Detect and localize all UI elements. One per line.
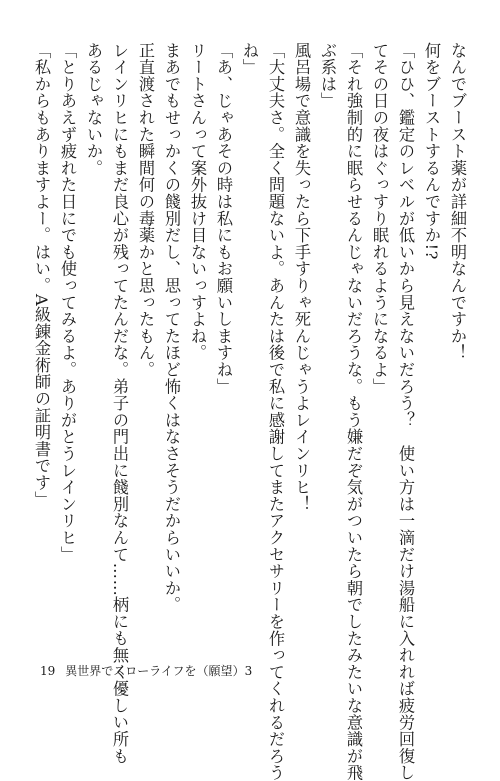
text-line: 「大丈夫さ。全く問題ないよ。あんたは後で私に感謝してまたアクセサリーを作ってくれるだろう [266,42,285,781]
text-line: なんでブースト薬が詳細不明なんですか！ [448,42,467,362]
text-line: 正直渡された瞬間何の毒薬かと思ったもん。 [136,42,155,378]
text-line: あるじゃないか。 [84,42,103,177]
text-line: 「あ、じゃあその時は私にもお願いしますね」 [214,42,233,395]
text-line: 「私からもありますよー。はい。A級錬金術師の証明書です」 [32,42,51,508]
text-line: 「とりあえず疲れた日にでも使ってみるよ。ありがとうレインリヒ」 [58,42,77,563]
page-number: 19 [40,664,56,678]
book-title: 異世界でスローライフを（願望）3 [65,664,253,678]
text-line: リートさんって案外抜け目ないっすよね。 [188,42,207,362]
text-line: まあでもせっかくの餞別だし、思ってたほど怖くはなさそうだからいいか。 [162,42,181,614]
text-line: ぶ系は」 [318,42,337,110]
text-line: 何をブーストするんですか!? [422,42,441,260]
page-footer [40,662,252,679]
text-line: 「それ強制的に眠らせるんじゃないだろうな。もう嫌だぞ気がついたら朝でしたみたいな意識が飛 [344,42,363,781]
text-line: 風呂場で意識を失ったら下手すりゃ死んじゃうよレインリヒ！ [292,42,311,513]
text-line: レインリヒにもまだ良心が残ってたんだな。弟子の門出に餞別なんて……柄にも無く優しい所も [110,42,129,765]
text-line: ね」 [240,42,259,76]
text-line: てその日の夜はぐっすり眠れるようになるよ」 [370,42,389,395]
text-line: 「ひひ、鑑定のレベルが低いから見えないだろう？ 使い方は一滴だけ湯船に入れれば疲労回復し [396,42,415,781]
